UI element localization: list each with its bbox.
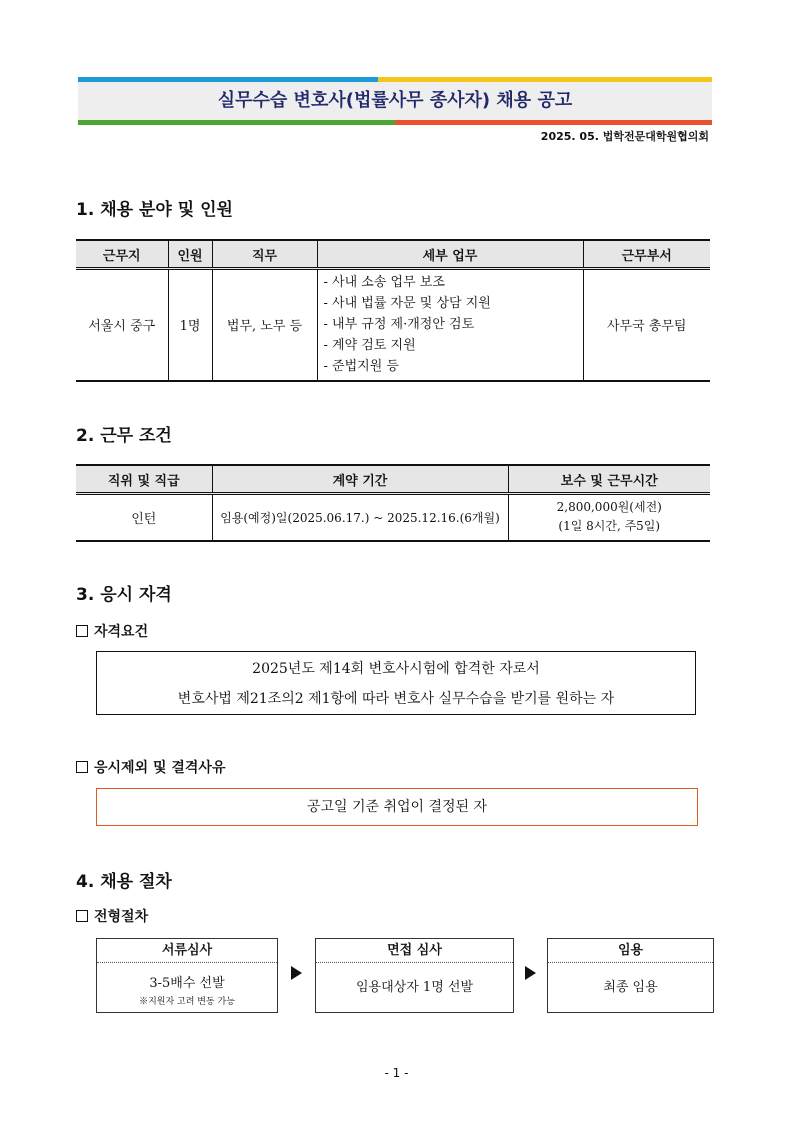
title-bottom-bar: [78, 120, 712, 125]
col-location: 근무지: [76, 240, 168, 269]
process-step-appointment: [547, 938, 714, 1013]
cell-period: 임용(예정)일(2025.06.17.) ~ 2025.12.16.(6개월): [212, 494, 508, 541]
section2-title: 2. 근무 조건: [76, 426, 172, 446]
process-subtitle: 전형절차: [76, 906, 148, 926]
step-desc: 최종 임용: [603, 980, 658, 995]
task-item: - 사내 법률 자문 및 상담 지원: [323, 296, 491, 312]
cell-position: 인턴: [76, 494, 212, 541]
step-name: 임용: [548, 939, 713, 963]
qualification-subtitle: 자격요건: [76, 621, 148, 641]
cell-duty: 법무, 노무 등: [212, 269, 317, 381]
task-item: - 사내 소송 업무 보조: [323, 275, 445, 291]
qualification-line: 변호사법 제21조의2 제1항에 따라 변호사 실무수습을 받기를 원하는 자: [177, 691, 615, 707]
page-number: - 1 -: [384, 1066, 409, 1080]
cell-location: 서울시 중구: [76, 269, 168, 381]
work-hours: (1일 8시간, 주5일): [558, 519, 661, 534]
step-desc: 임용대상자 1명 선발: [356, 980, 473, 995]
col-department: 근무부서: [583, 240, 710, 269]
col-period: 계약 기간: [212, 465, 508, 494]
task-item: - 준법지원 등: [323, 359, 399, 375]
col-duty: 직무: [212, 240, 317, 269]
col-pay: 보수 및 근무시간: [508, 465, 710, 494]
checkbox-square-icon: [76, 761, 88, 773]
step-name: 서류심사: [97, 939, 277, 963]
qualification-line: 2025년도 제14회 변호사시험에 합격한 자로서: [252, 661, 540, 677]
cell-tasks: [317, 269, 583, 381]
exclusion-box: 공고일 기준 취업이 결정된 자: [96, 788, 698, 826]
step-name: 면접 심사: [316, 939, 513, 963]
checkbox-square-icon: [76, 625, 88, 637]
section4-title: 4. 채용 절차: [76, 872, 172, 892]
exclusion-subtitle: 응시제외 및 결격사유: [76, 757, 225, 777]
cell-department: 사무국 총무팀: [583, 269, 710, 381]
task-item: - 계약 검토 지원: [323, 338, 416, 354]
task-item: - 내부 규정 제·개정안 검토: [323, 317, 475, 333]
col-headcount: 인원: [168, 240, 212, 269]
step-desc: 3-5배수 선발: [149, 976, 225, 991]
step-note: ※지원자 고려 변동 가능: [139, 997, 235, 1007]
arrow-right-icon: [291, 966, 302, 980]
checkbox-square-icon: [76, 910, 88, 922]
conditions-table: [76, 464, 710, 542]
process-step-document: [96, 938, 278, 1013]
process-step-interview: [315, 938, 514, 1013]
col-tasks: 세부 업무: [317, 240, 583, 269]
recruit-table: [76, 239, 710, 382]
section1-title: 1. 채용 분야 및 인원: [76, 200, 233, 220]
cell-pay: [508, 494, 710, 541]
qualification-box: [96, 651, 696, 715]
arrow-right-icon: [525, 966, 536, 980]
page-title: 실무수습 변호사(법률사무 종사자) 채용 공고: [78, 82, 712, 120]
issue-date: 2025. 05. 법학전문대학원협의회: [540, 130, 709, 143]
pay-amount: 2,800,000원(세전): [556, 500, 662, 515]
cell-headcount: 1명: [168, 269, 212, 381]
col-position: 직위 및 직급: [76, 465, 212, 494]
section3-title: 3. 응시 자격: [76, 585, 172, 605]
